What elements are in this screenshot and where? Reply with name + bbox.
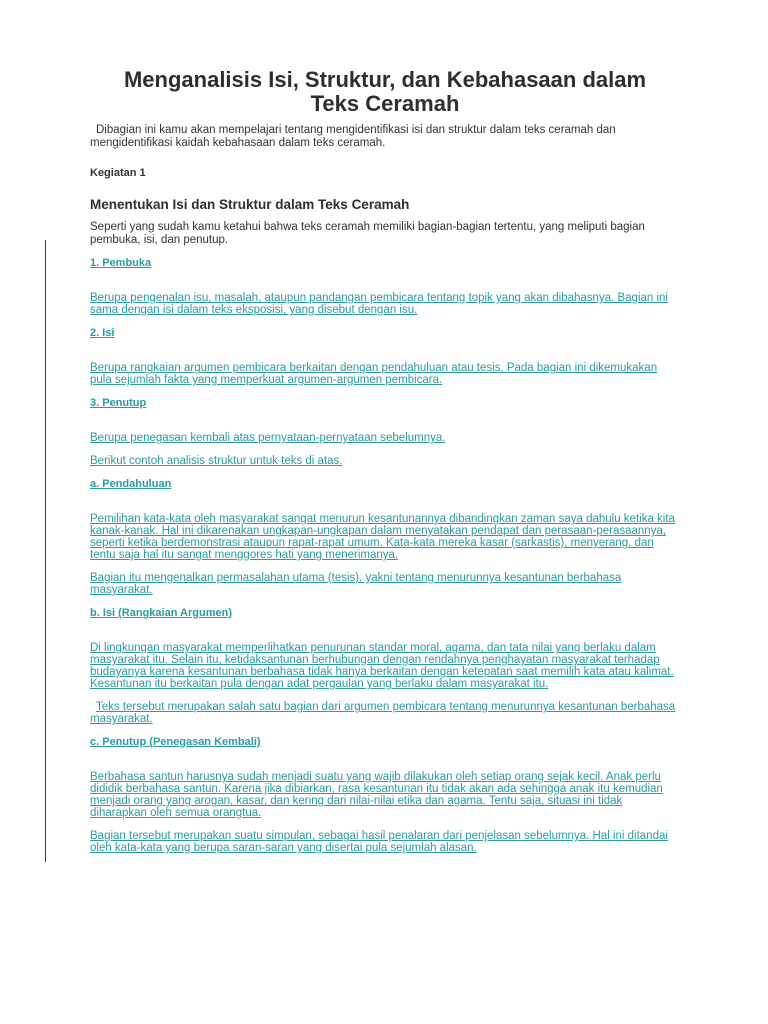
paragraph-contoh-analisis[interactable]: Berikut contoh analisis struktur untuk teks di atas. <box>90 455 343 467</box>
left-margin-rule <box>45 240 46 862</box>
paragraph-argumen-teks[interactable]: Di lingkungan masyarakat memperlihatkan penurunan standar moral, agama, dan tata nilai yang berlaku dalam masyarakat itu. Selain itu, ketidaksantunan berhubungan dengan rendahnya penghayatan masyarakat terhadap budayanya karena kesantunan berbahasa tidak hanya berkaitan dengan ketepatan saat memilih kata atau kalimat. Kesantunan itu berkaitan pula dengan adat pergaulan yang berlaku dalam masyarakat itu. <box>90 642 674 690</box>
heading-penutup[interactable]: 3. Penutup <box>90 397 147 409</box>
heading-pembuka[interactable]: 1. Pembuka <box>90 257 152 269</box>
paragraph-penegasan-teks[interactable]: Berbahasa santun harusnya sudah menjadi suatu yang wajib dilakukan oleh setiap orang sejak kecil. Anak perlu dididik berbahasa santun. Karena jika dibiarkan, rasa kesantunan itu tidak akan ada sehingga anak itu kemudian menjadi orang yang arogan, kasar, dan kering dari nilai-nilai etika dan agama. Tentu saja, situasi ini tidak diharapkan oleh semua orangtua. <box>90 771 663 819</box>
heading-rangkaian-argumen[interactable]: b. Isi (Rangkaian Argumen) <box>90 607 233 619</box>
document-page <box>90 68 680 865</box>
paragraph-isi[interactable]: Berupa rangkaian argumen pembicara berkaitan dengan pendahuluan atau tesis. Pada bagian ini dikemukakan pula sejumlah fakta yang memperkuat argumen-argumen pembicara. <box>90 362 658 386</box>
document-title: Menganalisis Isi, Struktur, dan Kebahasaan dalam Teks Ceramah <box>123 67 647 116</box>
paragraph-pendahuluan-teks[interactable]: Pemilihan kata-kata oleh masyarakat sangat menurun kesantunannya dibandingkan zaman saya dahulu ketika kita kanak-kanak. Hal ini dikarenakan ungkapan-ungkapan dalam menyatakan pendapat dan perasaan-perasaannya, seperti ketika berdemonstrasi ataupun rapat-rapat umum. Kata-kata mereka kasar (sarkastis), menyerang, dan tentu saja hal itu sangat menggores hati yang menerimanya. <box>90 513 675 561</box>
activity-label: Kegiatan 1 <box>90 167 146 179</box>
paragraph-penegasan-analisis[interactable]: Bagian tersebut merupakan suatu simpulan, sebagai hasil penalaran dari penjelasan sebelumnya. Hal ini ditandai oleh kata-kata yang berupa saran-saran yang disertai pula sejumlah alasan. <box>90 830 668 854</box>
paragraph-penutup[interactable]: Berupa penegasan kembali atas pernyataan-pernyataan sebelumnya. <box>90 432 446 444</box>
intro-paragraph: Dibagian ini kamu akan mempelajari tentang mengidentifikasi isi dan struktur dalam teks ceramah dan mengidentifikasi kaidah kebahasaan dalam teks ceramah. <box>90 124 616 149</box>
paragraph-argumen-analisis[interactable]: Teks tersebut merupakan salah satu bagian dari argumen pembicara tentang menurunnya kesantunan berbahasa masyarakat. <box>90 701 676 725</box>
paragraph-pembuka[interactable]: Berupa pengenalan isu, masalah, ataupun pandangan pembicara tentang topik yang akan dibahasnya. Bagian ini sama dengan isi dalam teks eksposisi, yang disebut dengan isu. <box>90 292 668 316</box>
heading-penegasan-kembali[interactable]: c. Penutup (Penegasan Kembali) <box>90 736 261 748</box>
section-lead: Seperti yang sudah kamu ketahui bahwa teks ceramah memiliki bagian-bagian tertentu, yang meliputi bagian pembuka, isi, dan penutup. <box>90 221 645 246</box>
paragraph-pendahuluan-analisis[interactable]: Bagian itu mengenalkan permasalahan utama (tesis), yakni tentang menurunnya kesantunan berbahasa masyarakat. <box>90 572 622 596</box>
heading-isi[interactable]: 2. Isi <box>90 327 115 339</box>
heading-pendahuluan[interactable]: a. Pendahuluan <box>90 478 172 490</box>
section-title: Menentukan Isi dan Struktur dalam Teks Ceramah <box>90 197 410 212</box>
